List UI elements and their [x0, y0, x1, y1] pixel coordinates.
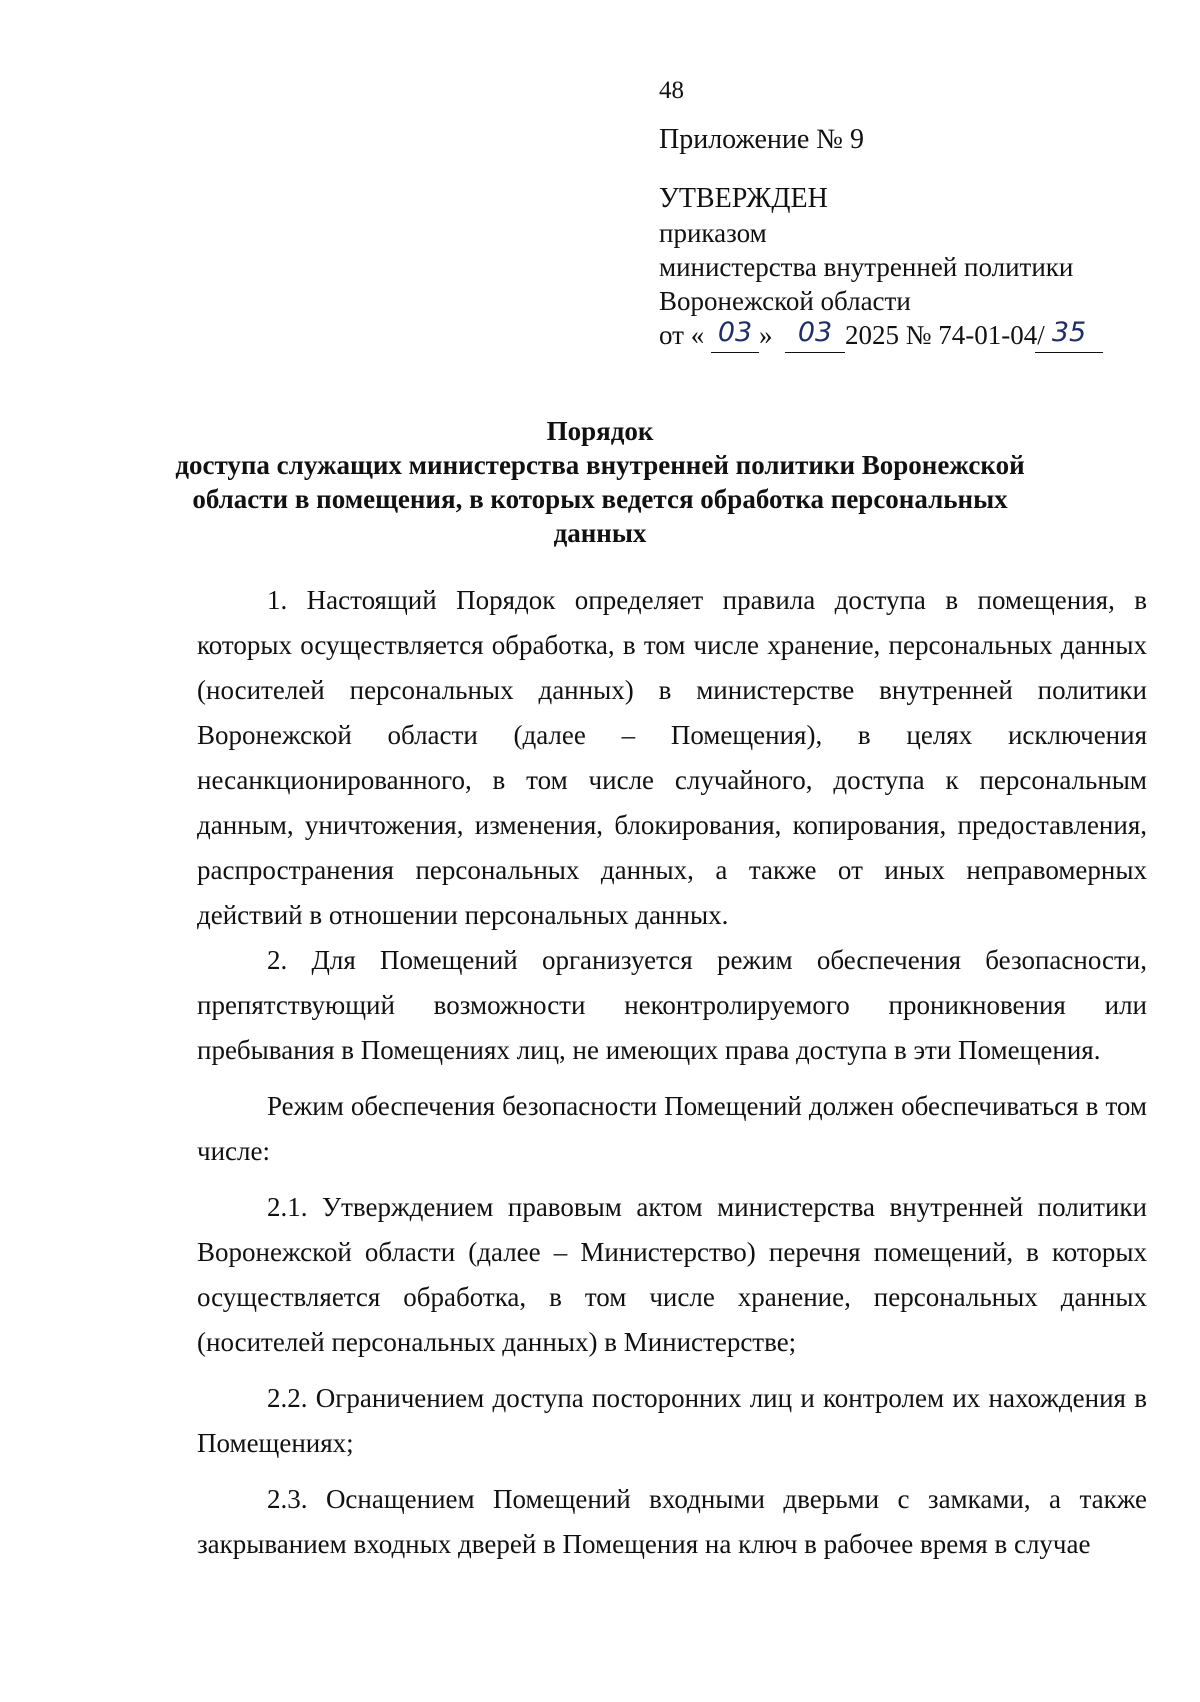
title-line-3: области в помещения, в которых ведется обработка персональных	[192, 484, 1008, 514]
year-and-number-prefix: 2025 № 74-01-04/	[845, 320, 1045, 350]
order-number-handwritten: 35	[1035, 318, 1103, 353]
paragraph-2-1: 2.1. Утверждением правовым актом министерства внутренней политики Воронежской области (далее – Министерство) перечня помещений, в которых осуществляется обработка, в том числе хранение, персональных данных (носителей персональных данных) в Министерстве;	[197, 1192, 1147, 1357]
approved-stamp-heading: УТВЕРЖДЕН	[659, 183, 828, 214]
approved-by-line-3: Воронежской области	[659, 286, 911, 316]
document-body	[197, 578, 1147, 1567]
day-handwritten: 03	[711, 318, 759, 353]
paragraph-2-3: 2.3. Оснащением Помещений входными дверьми с замками, а также закрыванием входных дверей в Помещения на ключ в рабочее время в случае	[197, 1484, 1147, 1559]
page-number: 48	[659, 77, 684, 104]
date-mid: »	[759, 320, 773, 350]
paragraph-2: 2. Для Помещений организуется режим обеспечения безопасности, препятствующий возможности неконтролируемого проникновения или пребывания в Помещениях лиц, не имеющих права доступа в эти Помещения.	[197, 945, 1147, 1065]
paragraph-3: Режим обеспечения безопасности Помещений должен обеспечиваться в том числе:	[197, 1091, 1147, 1166]
paragraph-1: 1. Настоящий Порядок определяет правила доступа в помещения, в которых осуществляется обработка, в том числе хранение, персональных данных (носителей персональных данных) в министерстве внутренней политики Воронежской области (далее – Помещения), в целях исключения несанкционированного, в том числе случайного, доступа к персональным данным, уничтожения, изменения, блокирования, копирования, предоставления, распространения персональных данных, а также от иных неправомерных действий в отношении персональных данных.	[197, 585, 1147, 930]
order-date-line	[659, 318, 1149, 352]
paragraph-2-2: 2.2. Ограничением доступа посторонних лиц и контролем их нахождения в Помещениях;	[197, 1383, 1147, 1458]
month-handwritten: 03	[785, 318, 845, 353]
title-line-1: Порядок	[546, 416, 654, 446]
date-prefix: от «	[659, 320, 705, 350]
title-line-4: данных	[553, 518, 647, 548]
title-line-2: доступа служащих министерства внутренней политики Воронежской	[175, 450, 1025, 480]
approval-block	[659, 123, 1149, 352]
appendix-label: Приложение № 9	[659, 124, 864, 155]
document-title	[150, 414, 1050, 550]
approved-by-line-1: приказом	[659, 218, 767, 248]
approved-by-line-2: министерства внутренней политики	[659, 252, 1074, 282]
